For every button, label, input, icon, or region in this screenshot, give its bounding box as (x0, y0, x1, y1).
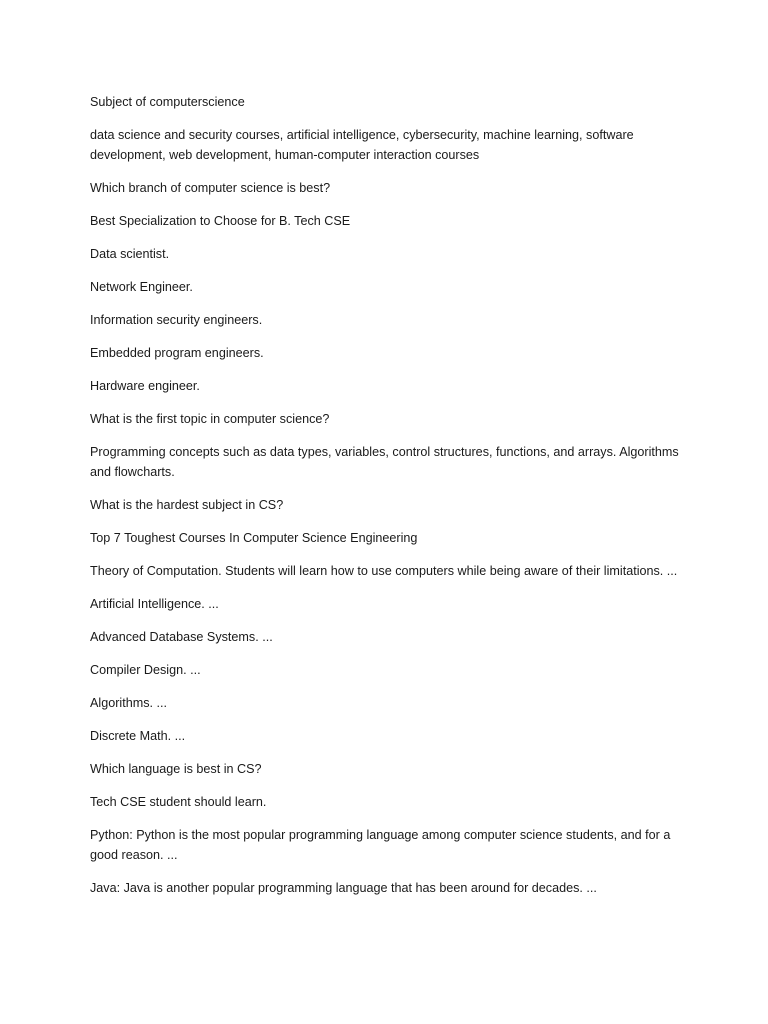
question-best-branch: Which branch of computer science is best? (90, 181, 331, 195)
list-item: Theory of Computation. Students will learn how to use computers while being aware of their limitations. ... (90, 564, 678, 578)
list-item: Advanced Database Systems. ... (90, 630, 273, 644)
document-title: Subject of computerscience (90, 95, 245, 109)
question-first-topic: What is the first topic in computer science? (90, 412, 330, 426)
list-item: Embedded program engineers. (90, 346, 264, 360)
language-intro-text: Tech CSE student should learn. (90, 795, 267, 809)
subjects-list-text: data science and security courses, artificial intelligence, cybersecurity, machine learning, software development, web development, human-computer interaction courses (90, 128, 634, 162)
list-item: Artificial Intelligence. ... (90, 597, 219, 611)
list-item: Hardware engineer. (90, 379, 200, 393)
list-item: Information security engineers. (90, 313, 263, 327)
question-best-language: Which language is best in CS? (90, 762, 262, 776)
toughest-courses-heading: Top 7 Toughest Courses In Computer Science Engineering (90, 531, 418, 545)
document-body (90, 92, 690, 911)
question-hardest-subject: What is the hardest subject in CS? (90, 498, 284, 512)
list-item: Python: Python is the most popular programming language among computer science students, and for a good reason. ... (90, 828, 671, 862)
list-item: Compiler Design. ... (90, 663, 201, 677)
list-item: Data scientist. (90, 247, 170, 261)
first-topic-answer: Programming concepts such as data types, variables, control structures, functions, and arrays. Algorithms and flowcharts. (90, 445, 679, 479)
list-item: Discrete Math. ... (90, 729, 186, 743)
list-item: Algorithms. ... (90, 696, 167, 710)
list-item: Network Engineer. (90, 280, 193, 294)
list-item: Java: Java is another popular programming language that has been around for decades. ... (90, 881, 597, 895)
best-specialization-heading: Best Specialization to Choose for B. Tech CSE (90, 214, 351, 228)
